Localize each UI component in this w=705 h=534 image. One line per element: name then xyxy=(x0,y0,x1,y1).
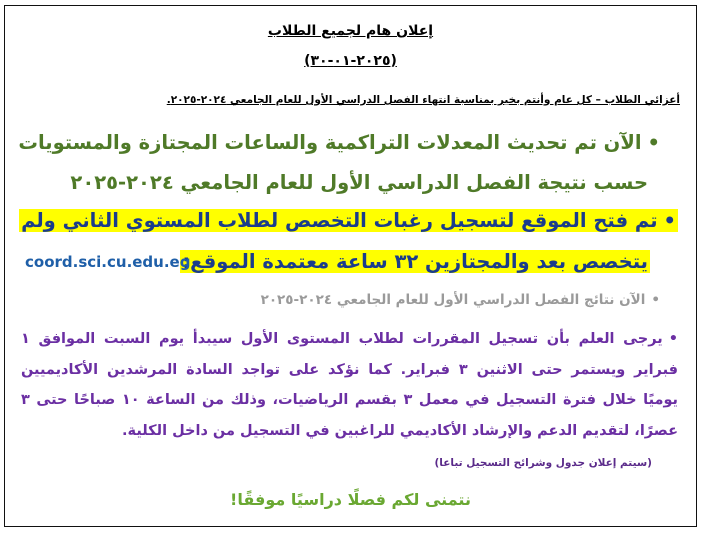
closing-wish: نتمنى لكم فصلًا دراسيًا موفقًا! xyxy=(230,490,471,509)
intro-paragraph: أعزائي الطلاب – كل عام وأنتم بخير بمناسبة انتهاء الفصل الدراسي الأول للعام الجامعي ٢٠٢٤-٢٠٢٥. xyxy=(166,94,680,106)
bullet-marker: • xyxy=(647,131,660,154)
bullet-gpa-update-line2: حسب نتيجة الفصل الدراسي الأول للعام الجامعي ٢٠٢٤-٢٠٢٥ xyxy=(70,171,648,194)
course-registration-line2: فبراير ويستمر حتى الاثنين ٣ فبراير. كما نؤكد على تواجد السادة المرشدين الأكاديميين xyxy=(21,361,678,378)
bullet-marker: • xyxy=(651,292,660,308)
course-registration-line1: •يرجى العلم بأن تسجيل المقررات لطلاب المستوى الأول سيبدأ يوم السبت الموافق ١ xyxy=(21,324,678,355)
bullet-results xyxy=(261,292,660,308)
course-registration-line3: يوميًا خلال فترة التسجيل في معمل ٣ بقسم الرياضيات، وذلك من الساعة ١٠ صباحًا حتى ٣ xyxy=(21,392,679,408)
bullet-results-text: الآن نتائج الفصل الدراسي الأول للعام الجامعي ٢٠٢٤-٢٠٢٥ xyxy=(260,292,646,308)
schedule-note: (سيتم إعلان جدول وشرائح التسجيل تباعا) xyxy=(434,457,652,469)
bullet-marker: • xyxy=(663,209,676,232)
course-registration-line4: عصرًا، لتقديم الدعم والإرشاد الأكاديمي للراغبين في التسجيل من داخل الكلية. xyxy=(122,422,678,439)
bullet-course-registration xyxy=(21,324,678,446)
bullet-specialization-line2: يتخصص بعد والمجتازين ٣٢ ساعة معتمدة الموقع: xyxy=(182,250,648,273)
announcement-document xyxy=(5,6,696,526)
document-frame xyxy=(4,5,697,527)
bullet-marker: • xyxy=(668,331,678,347)
announcement-date: (٢٠٢٥-٠١-٣٠) xyxy=(304,53,397,69)
bullet-specialization-line1: •تم فتح الموقع لتسجيل رغبات التخصص لطلاب المستوي الثاني ولم xyxy=(21,209,676,232)
coordination-site-link[interactable]: coord.sci.cu.edu.eg xyxy=(25,253,191,271)
bullet-gpa-update-line1: •الآن تم تحديث المعدلات التراكمية والساعات المجتازة والمستويات xyxy=(18,131,660,154)
announcement-title: إعلان هام لجميع الطلاب xyxy=(267,23,434,39)
